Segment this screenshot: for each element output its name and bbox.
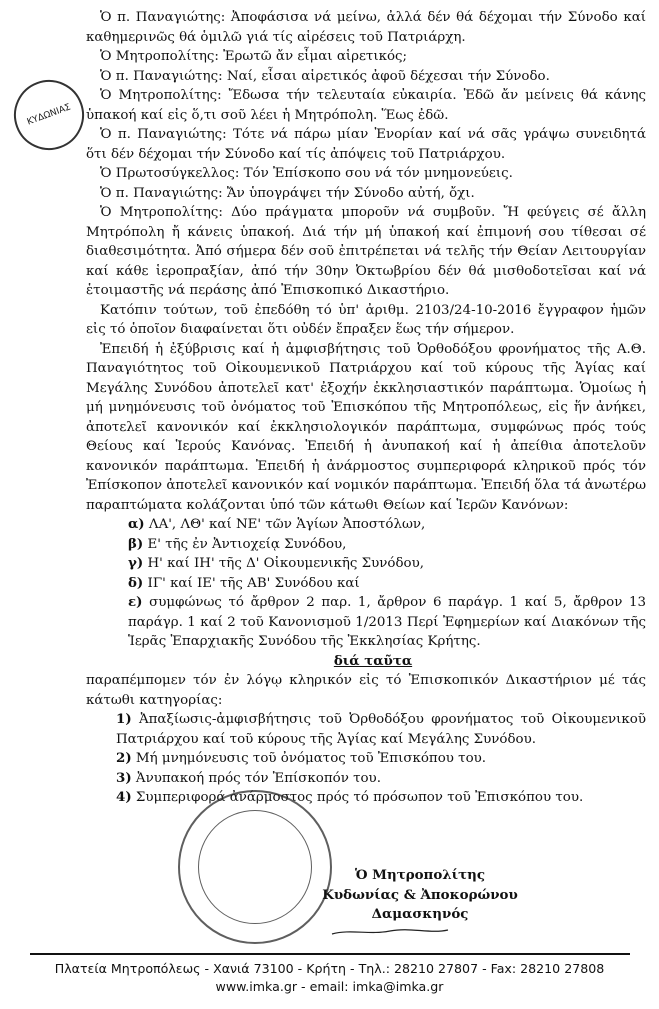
dialogue-paragraph: Ὁ Μητροπολίτης: Ἐρωτῶ ἄν εἶμαι αἱρετικός; [100, 49, 408, 64]
dialogue-paragraph: Ὁ π. Παναγιώτης: Ναί, εἶσαι αἱρετικός ἀφοῦ δέχεσαι τήν Σύνοδο. [100, 68, 550, 84]
footer-divider [30, 953, 630, 955]
list-item [86, 749, 646, 769]
list-marker: β) [128, 535, 144, 552]
dialogue-paragraph: Ὁ Μητροπολίτης: Δύο πράγματα μποροῦν νά συμβοῦν. Ἤ φεύγεις σέ ἄλλη Μητρόπολη ἤ κάνεις ὑπακοή. Διά τήν μή ὑπακοή καί ἐπιμονή σου τίθεσαι σέ διαθεσιμότητα. Ἀπό σήμερα δέν σοῦ ἐπιτρέπεται νά τελῆς τήν Θείαν Λειτουργίαν καί κάθε ἱεροπραξίαν, ἀπό τήν 30ην Ὀκτωβρίου δέν θά μισθοδοτεῖσαι καί νά ἑτοιμαστῆς νά περάσης ἀπό Ἐπισκοπικό Δικαστήριο. [86, 205, 646, 298]
dialogue-paragraph: Ὁ π. Παναγιώτης: Ἀποφάσισα νά μείνω, ἀλλά δέν θά δέχομαι τήν Σύνοδο καί καθημερινῶς θά ὁμιλῶ γιά τίς αἱρέσεις τοῦ Πατριάρχη. [86, 10, 646, 45]
list-item [86, 535, 646, 555]
signatory-title: Ὁ Μητροπολίτης [354, 867, 486, 883]
seal-text: ΚΥΔΩΝΙΑΣ [25, 102, 73, 128]
circular-seal-stamp [4, 70, 94, 160]
dialogue-paragraph: Ὁ π. Παναγιώτης: Ἄν ὑπογράψει τήν Σύνοδο αὐτή, ὄχι. [100, 185, 475, 201]
list-item [86, 515, 646, 535]
list-marker: 4) [116, 789, 132, 805]
list-item-text: Ἀνυπακοή πρός τόν Ἐπίσκοπόν του. [135, 770, 381, 786]
list-item-text: συμφώνως τό ἄρθρον 2 παρ. 1, ἄρθρον 6 παράγρ. 1 καί 5, ἄρθρον 13 παράγρ. 1 καί 2 τοῦ Κανονισμοῦ 1/2013 Περί Ἐφημερίων καί Διακόνων τῆς Ἱερᾶς Ἐπαρχιακῆς Συνόδου τῆς Ἐκκλησίας Κρήτης. [128, 595, 646, 649]
list-marker: ε) [128, 594, 143, 610]
list-item [86, 788, 646, 808]
signatory-name: Δαμασκηνός [371, 906, 469, 922]
list-marker: γ) [128, 555, 144, 571]
handwritten-signature [330, 928, 450, 936]
dialogue-paragraph: Ὁ Μητροπολίτης: Ἔδωσα τήν τελευταία εὐκαιρία. Ἐδῶ ἄν μείνεις θά κάνης ὑπακοή καί εἰς ὅ,τι σοῦ λέει ἡ Μητρόπολη. Ἕως ἐδῶ. [86, 88, 646, 123]
dialogue-paragraph: Ὁ Πρωτοσύγκελλος: Τόν Ἐπίσκοπο σου νά τόν μνημονεύεις. [100, 166, 513, 181]
list-item [86, 574, 646, 594]
list-item [86, 769, 646, 789]
list-marker: 3) [116, 769, 132, 786]
section-heading: διά ταῦτα [333, 652, 413, 669]
list-item-text: Ε' τῆς ἐν Ἀντιοχείᾳ Συνόδου, [147, 536, 347, 552]
canons-list [86, 515, 646, 652]
body-paragraph: Ἐπειδή ἡ ἐξύβρισις καί ἡ ἀμφισβήτησις τοῦ Ὀρθοδόξου φρονήματος τῆς Α.Θ. Παναγιότητος τοῦ Οἰκουμενικοῦ Πατριάρχου καί τοῦ κύρους τῆς Ἁγίας καί Μεγάλης Συνόδου ἀποτελεῖ κατ' ἐξοχήν ἐκκλησιαστικόν παράπτωμα. Ὁμοίως ἡ μή μνημόνευσις τοῦ ὀνόματος τοῦ Ἐπισκόπου τῆς Μητροπόλεως, εἰς ἥν ἀνήκει, ἀποτελεῖ κανονικόν καί ἐκκλησιολογικόν παράπτωμα, συμφώνως πρός τούς Θείους καί Ἱερούς Κανόνας. Ἐπειδή ἡ ἀνυπακοή καί ἡ ἀπείθια ἀποτελοῦν κανονικόν παράπτωμα. Ἐπειδή ἡ ἀνάρμοστος συμπεριφορά κληρικοῦ πρός τόν Ἐπίσκοπον ἀποτελεῖ κανονικόν καί νομικόν παράπτωμα. Ἐπειδή ὅλα τά ἀνωτέρω παραπτώματα κολάζονται ὑπό τῶν κάτωθι Θείων καί Ἱερῶν Κανόνων: [86, 341, 646, 513]
list-item [86, 554, 646, 574]
list-item-text: Συμπεριφορά ἀνάρμοστος πρός τό πρόσωπον τοῦ Ἐπισκόπου του. [135, 790, 584, 805]
list-marker: 2) [116, 750, 132, 766]
footer-web: www.imka.gr - email: imka@imka.gr [215, 979, 444, 994]
charges-list [86, 710, 646, 808]
signature-block [270, 866, 570, 925]
list-item [86, 593, 646, 652]
list-item [86, 710, 646, 749]
letter-body [86, 8, 646, 808]
list-item-text: ΙΓ' καί ΙΕ' τῆς ΑΒ' Συνόδου καί [147, 575, 360, 591]
letterhead-footer [0, 960, 659, 996]
list-marker: δ) [128, 574, 144, 591]
referral-paragraph: παραπέμπομεν τόν ἐν λόγῳ κληρικόν εἰς τό Ἐπισκοπικόν Δικαστήριον μέ τάς κάτωθι κατηγορίας: [86, 673, 646, 708]
list-marker: α) [128, 516, 145, 532]
signatory-see: Κυδωνίας & Ἀποκορώνου [322, 886, 518, 903]
footer-address: Πλατεία Μητροπόλεως - Χανιά 73100 - Κρήτη - Τηλ.: 28210 27807 - Fax: 28210 27808 [54, 961, 605, 976]
list-item-text: Ἀπαξίωσις-ἀμφισβήτησις τοῦ Ὀρθοδόξου φρονήματος τοῦ Οἰκουμενικοῦ Πατριάρχου καί τοῦ κύρους τῆς Ἁγίας καί Μεγάλης Συνόδου. [116, 712, 646, 747]
dialogue-paragraph: Ὁ π. Παναγιώτης: Τότε νά πάρω μίαν Ἐνορίαν καί νά σᾶς γράψω συνειδητά ὅτι δέν δέχομαι τήν Σύνοδο καί τίς ἀπόψεις τοῦ Πατριάρχου. [86, 127, 646, 162]
list-item-text: Η' καί ΙΗ' τῆς Δ' Οἰκουμενικῆς Συνόδου, [147, 556, 424, 571]
body-paragraph: Κατόπιν τούτων, τοῦ ἐπεδόθη τό ὑπ' ἀριθμ. 2103/24-10-2016 ἔγγραφον ἡμῶν εἰς τό ὁποῖον διαφαίνεται ὅτι οὐδέν ἔπραξεν ἕως τήν σήμερον. [86, 302, 646, 337]
list-marker: 1) [116, 711, 132, 727]
list-item-text: Μή μνημόνευσις τοῦ ὀνόματος τοῦ Ἐπισκόπου του. [135, 751, 487, 766]
list-item-text: ΛΑ', ΛΘ' καί ΝΕ' τῶν Ἁγίων Ἀποστόλων, [148, 517, 426, 532]
